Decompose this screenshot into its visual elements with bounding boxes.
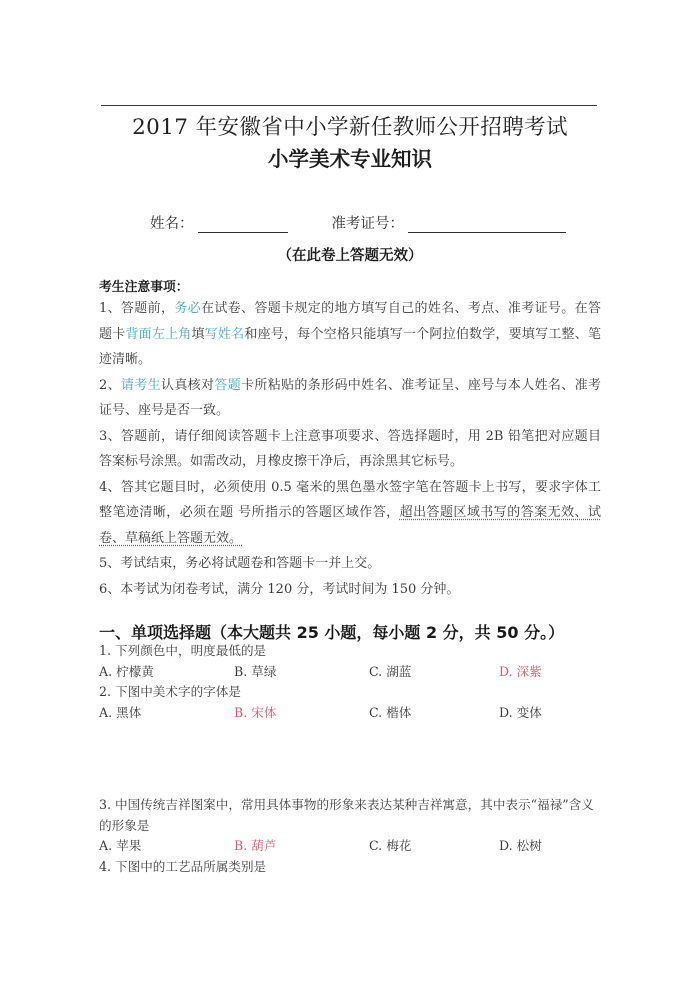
notice-item-number: 1、 [99,301,121,316]
notice-text: 答题前， [120,301,175,316]
question-option[interactable]: C. 楷体 [369,704,412,720]
question-option[interactable]: D. 松树 [499,838,542,853]
question-stem: 4. 下图中的工艺品所属类别是 [99,858,267,874]
notice-item-number: 6、 [99,581,121,597]
notice-text: 本考试为闭卷考试，满分 120 分，考试时间为 150 分钟。 [120,581,460,597]
admit-card-label: 准考证号： [331,216,404,232]
answer-invalid-note: （在此卷上答题无效） [277,248,423,264]
notice-highlighted-text: 答题 [214,377,242,393]
question-option[interactable]: D. 变体 [499,704,542,720]
notice-item-number: 5、 [99,556,121,571]
notice-item [99,424,601,475]
header-divider-rule [101,105,597,106]
page-title-subject: 小学美术专业知识 [268,147,432,172]
admit-card-input-blank[interactable] [408,219,566,233]
question-option-selected[interactable]: B. 葫芦 [234,838,277,853]
question-option[interactable]: C. 梅花 [369,838,412,853]
notice-text: 答题前，请仔细阅读答题卡上注意事项要求、答选择题时，用 2B 铅笔把对应题目答案标号涂黑。如需改动，月橡皮擦干净后，再涂黑其它标号。 [99,428,602,469]
notice-item [99,577,601,603]
notice-emphasized-text: 超出答题区域书写的答案无效、试卷、草稿纸上答题无效。 [99,505,601,546]
name-label: 姓名： [150,216,194,232]
notice-item-number: 3、 [99,428,121,444]
question-illustration-placeholder [99,723,601,795]
question-options-row [99,662,601,683]
question-option[interactable]: A. 黑体 [99,704,142,720]
title-block [70,112,630,175]
question-option[interactable]: C. 湖蓝 [369,663,412,679]
question-option-selected[interactable]: D. 深紫 [499,663,542,679]
notice-item [99,475,601,552]
identity-row [150,212,590,233]
notice-text: 认真核对 [161,377,215,393]
question-stem: 3. 中国传统吉祥图案中，常用具体事物的形象来表达某种吉祥寓意，其中表示“福禄”含义的形象是 [99,797,594,833]
notice-item-number: 4、 [99,479,121,495]
notice-item [99,551,601,577]
notice-text: 在试卷、答题卡规定的地方填写自己的姓名、考点、准考证号。在答题卡 [99,301,601,342]
question-options-row [99,836,601,857]
question-stem: 1. 下列颜色中，明度最低的是 [99,643,267,658]
notice-item-number: 2、 [99,377,121,393]
notice-heading: 考生注意事项： [99,280,189,295]
notice-highlighted-text: 务必 [174,301,202,316]
notice-text: 卡所粘贴的条形码中姓名、准考证呈、座号与本人姓名、准考证号、座号是否一致。 [99,377,601,418]
question-option[interactable]: A. 柠檬黄 [99,663,154,679]
questions-list [99,641,601,877]
question-option-selected[interactable]: B. 宋体 [234,704,277,720]
notice-highlighted-text: 请考生 [120,377,161,393]
notice-text: 和座号，每个空格只能填写一个阿拉伯数学，要填写工整、笔迹清晰。 [99,326,601,367]
question-option[interactable]: A. 苹果 [99,838,142,853]
notice-item [99,296,601,373]
notice-highlighted-text: 写姓名 [204,326,245,342]
notice-text: 答其它题目时，必须使用 0.5 毫米的黑色墨水签字笔在答题卡上书写，要求字体工整笔迹清晰，必须在题 号所指示的答题区域作答， [99,479,601,520]
question-options-row [99,703,601,724]
notice-highlighted-text: 背面左上角 [125,326,192,342]
page-title-main: 2017 年安徽省中小学新任教师公开招聘考试 [132,115,568,140]
notice-text: 考试结束，务必将试题卷和答题卡一并上交。 [120,556,381,571]
name-input-blank[interactable] [198,219,288,233]
question-option[interactable]: B. 草绿 [234,663,277,679]
notice-item [99,373,601,424]
question-stem: 2. 下图中美术字的字体是 [99,684,241,699]
notice-text: 填 [191,326,205,342]
notice-body [99,296,601,602]
section-heading-multiple-choice: 一、单项选择题（本大题共 25 小题，每小题 2 分，共 50 分。） [99,623,565,642]
